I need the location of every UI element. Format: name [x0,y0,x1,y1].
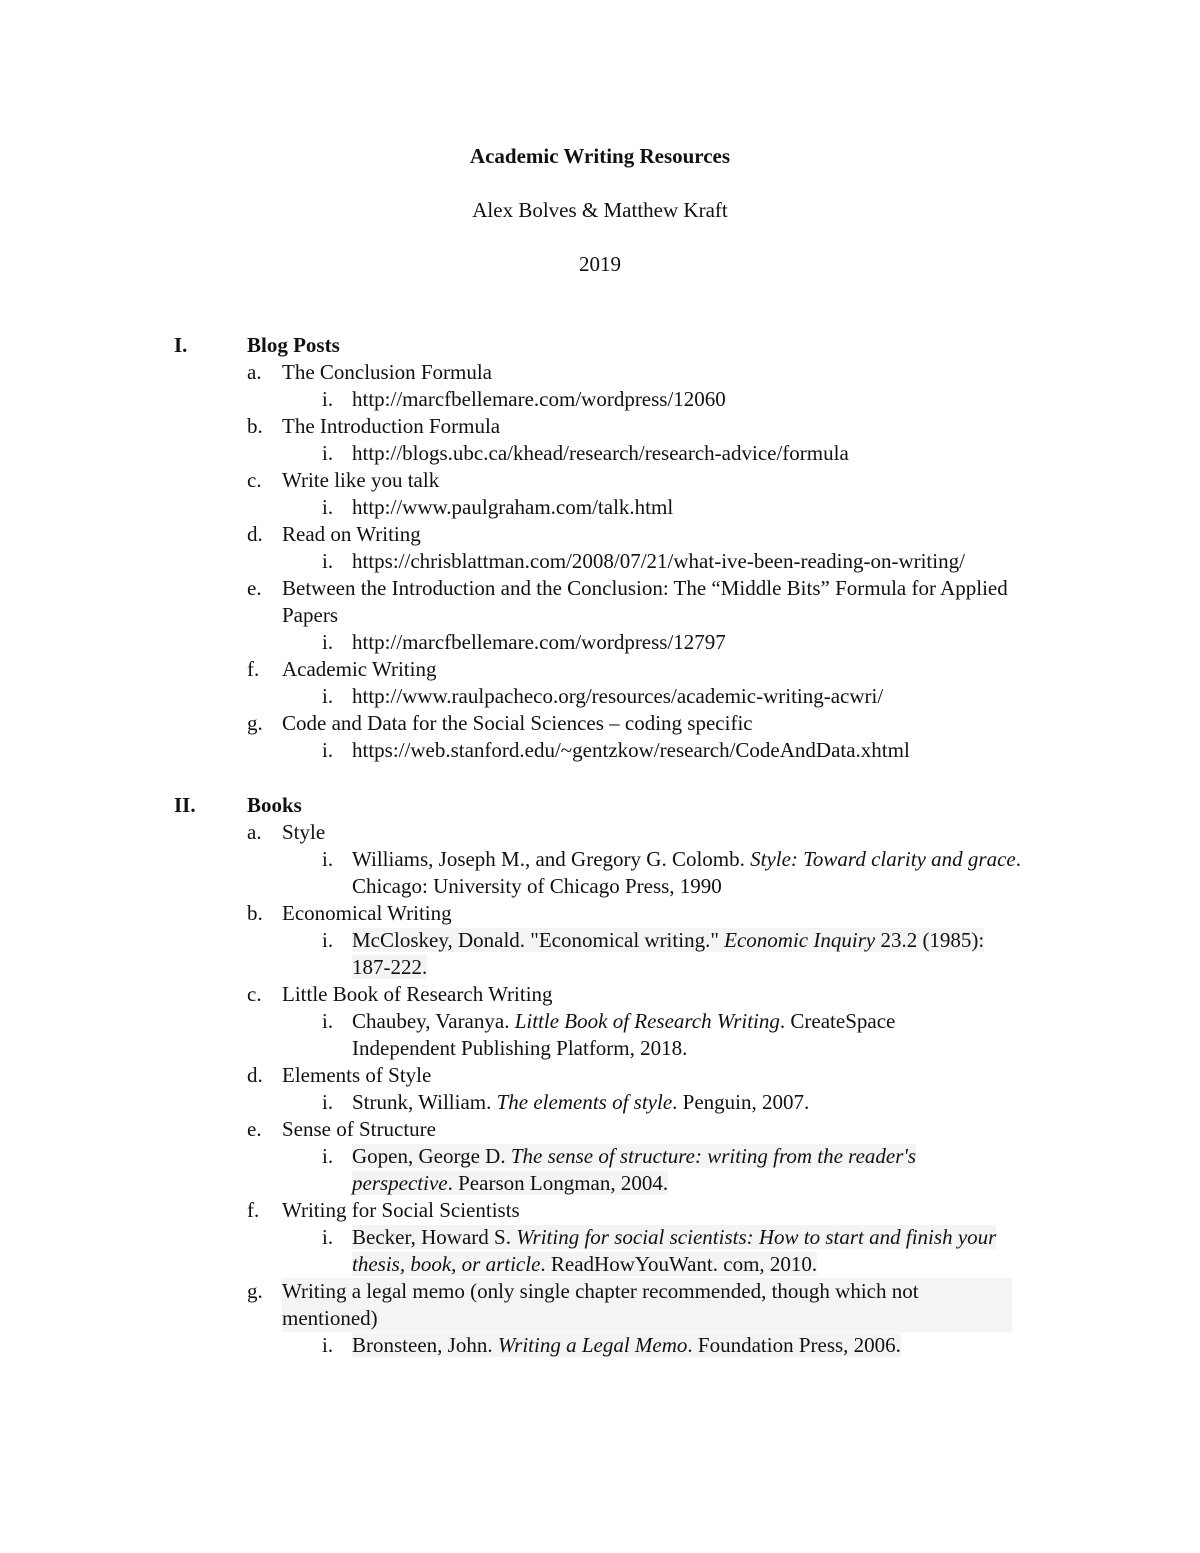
url-link[interactable]: http://marcfbellemare.com/wordpress/12060 [352,387,726,411]
citation [352,1143,1002,1197]
citation-authors: Gopen, George D. [352,1144,511,1168]
citation-title: Economic Inquiry [724,928,876,952]
citation-title: The elements of style [496,1090,673,1114]
citation-authors: Williams, Joseph M., and Gregory G. Colomb. [352,847,751,871]
citation-publisher: . Chicago: University of Chicago Press, 1990 [352,847,1021,898]
url-link[interactable]: http://marcfbellemare.com/wordpress/12797 [352,630,726,654]
item-label: Code and Data for the Social Sciences – coding specific [282,711,753,735]
item-marker: b. [247,901,263,925]
section-numeral: II. [174,793,196,817]
sub-list-item [0,1008,1200,1062]
list-item [0,710,1200,737]
section-heading-row [0,332,1200,359]
citation-publisher: 23.2 (1985): 187-222. [352,928,985,979]
citation-authors: Chaubey, Varanya. [352,1009,515,1033]
section-heading: Books [247,793,302,817]
section-blog-posts [0,332,1200,764]
item-label: Between the Introduction and the Conclusion: The “Middle Bits” Formula for Applied Papers [282,576,1008,627]
item-label: Read on Writing [282,522,421,546]
item-label: Elements of Style [282,1063,432,1087]
citation-title: Writing a Legal Memo [497,1333,688,1357]
sub-item-marker: i. [322,684,334,708]
citation-publisher: . ReadHowYouWant. com, 2010. [540,1252,818,1276]
citation-title: Style: Toward clarity and grace [750,847,1016,871]
sub-item-marker: i. [322,1225,334,1249]
url-link[interactable]: https://web.stanford.edu/~gentzkow/research/CodeAndData.xhtml [352,738,910,762]
sub-list-item [0,1143,1200,1197]
item-label: Academic Writing [282,657,437,681]
citation-title: Little Book of Research Writing [514,1009,780,1033]
sub-item-marker: i. [322,495,334,519]
item-marker: d. [247,1063,263,1087]
section-heading-row [0,792,1200,819]
item-label: Write like you talk [282,468,440,492]
citation-publisher: . Pearson Longman, 2004. [447,1171,669,1195]
item-label: Little Book of Research Writing [282,982,553,1006]
citation [352,1008,992,1062]
sub-item-marker: i. [322,1090,334,1114]
sub-list-item [0,494,1200,521]
citation-authors: Becker, Howard S. [352,1225,517,1249]
document-authors: Alex Bolves & Matthew Kraft [472,198,728,222]
item-label: Style [282,820,326,844]
citation-publisher: . Penguin, 2007. [672,1090,810,1114]
item-label: The Conclusion Formula [282,360,492,384]
citation-authors: Bronsteen, John. [352,1333,498,1357]
document-year: 2019 [579,252,621,276]
item-marker: e. [247,576,262,600]
sub-list-item [0,1089,1200,1116]
url-link[interactable]: http://www.raulpacheco.org/resources/academic-writing-acwri/ [352,684,884,708]
list-item [0,1116,1200,1143]
list-item [0,981,1200,1008]
document-title: Academic Writing Resources [469,144,731,168]
item-marker: c. [247,468,262,492]
sub-list-item [0,440,1200,467]
sub-item-marker: i. [322,387,334,411]
item-marker: d. [247,522,263,546]
citation [352,1224,1042,1278]
sub-list-item [0,629,1200,656]
citation [352,927,992,981]
item-marker: c. [247,982,262,1006]
citation-publisher: . Foundation Press, 2006. [687,1333,901,1357]
citation-title: The sense of structure: writing from the reader's perspective [352,1144,917,1195]
sub-item-marker: i. [322,1333,334,1357]
list-item [0,413,1200,440]
list-item [0,1278,1200,1332]
sub-list-item [0,548,1200,575]
item-marker: b. [247,414,263,438]
sub-item-marker: i. [322,1009,334,1033]
item-marker: g. [247,711,263,735]
citation-title: Writing for social scientists: How to start and finish your thesis, book, or article [352,1225,997,1276]
list-item [0,900,1200,927]
sub-list-item [0,386,1200,413]
section-numeral: I. [174,333,188,357]
item-label: Writing a legal memo (only single chapter recommended, though which not mentioned) [282,1278,1012,1332]
list-item [0,575,1200,629]
item-label: Economical Writing [282,901,452,925]
citation-publisher: . CreateSpace Independent Publishing Platform, 2018. [352,1009,896,1060]
sub-item-marker: i. [322,441,334,465]
sub-item-marker: i. [322,738,334,762]
sub-list-item [0,927,1200,981]
list-item [0,1197,1200,1224]
sub-item-marker: i. [322,549,334,573]
citation-authors: Strunk, William. [352,1090,497,1114]
list-item [0,1062,1200,1089]
sub-item-marker: i. [322,847,334,871]
item-marker: g. [247,1279,263,1303]
item-label: The Introduction Formula [282,414,501,438]
url-link[interactable]: http://www.paulgraham.com/talk.html [352,495,674,519]
sub-list-item [0,1224,1200,1278]
list-item [0,656,1200,683]
list-item [0,521,1200,548]
url-link[interactable]: https://chrisblattman.com/2008/07/21/what-ive-been-reading-on-writing/ [352,549,965,573]
section-heading: Blog Posts [247,333,340,357]
sub-list-item [0,737,1200,764]
citation [352,1089,1052,1116]
item-label: Writing for Social Scientists [282,1198,520,1222]
section-books [0,792,1200,1359]
citation [352,846,1052,900]
item-marker: f. [247,657,260,681]
citation-authors: McCloskey, Donald. "Economical writing." [352,928,725,952]
sub-list-item [0,683,1200,710]
item-label: Sense of Structure [282,1117,436,1141]
sub-item-marker: i. [322,928,334,952]
item-marker: a. [247,820,262,844]
item-marker: a. [247,360,262,384]
item-marker: e. [247,1117,262,1141]
sub-list-item [0,1332,1200,1359]
citation [352,1332,1052,1359]
item-marker: f. [247,1198,260,1222]
sub-item-marker: i. [322,630,334,654]
list-item [0,467,1200,494]
sub-item-marker: i. [322,1144,334,1168]
sub-list-item [0,846,1200,900]
list-item [0,359,1200,386]
url-link[interactable]: http://blogs.ubc.ca/khead/research/research-advice/formula [352,441,849,465]
list-item [0,819,1200,846]
